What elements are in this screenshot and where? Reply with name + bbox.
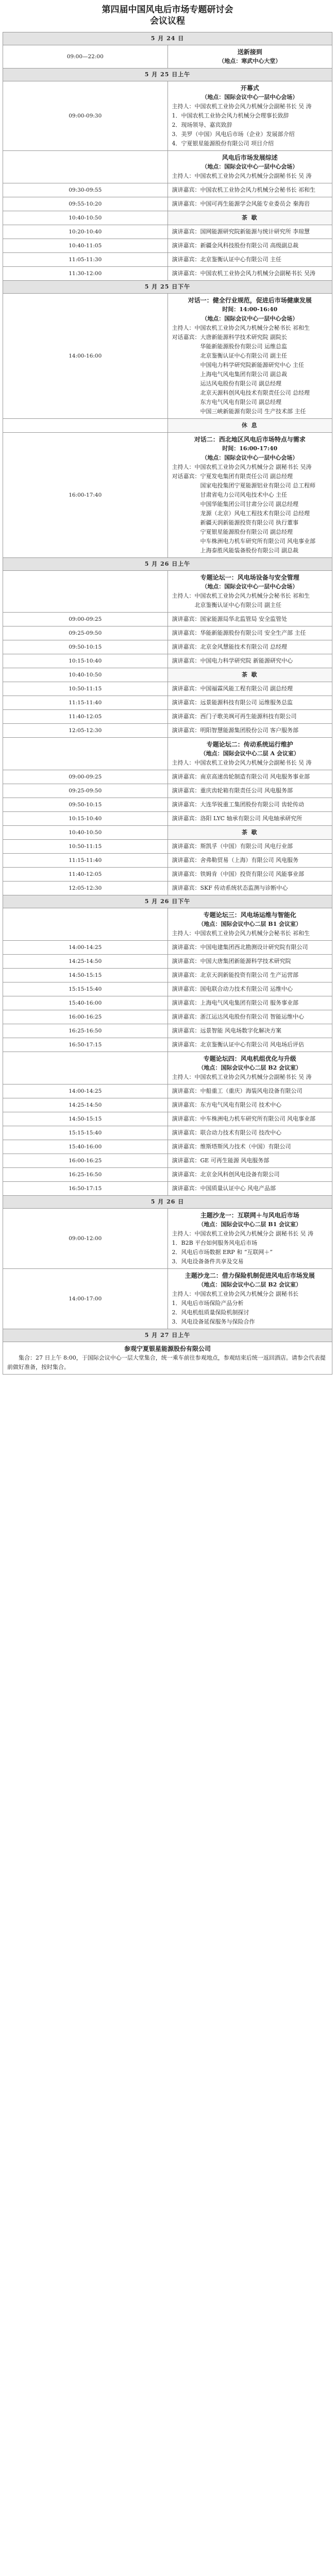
day-header: 5 月 26 日上午 <box>3 558 332 571</box>
forum-host: 主持人：中国农机工业协会风力机械分会秘书长 祁和生 <box>172 930 310 937</box>
break-row <box>3 668 332 682</box>
forum-host: 主持人：中国农机工业协会风力机械分会副秘书长 吴 涛 <box>172 173 312 179</box>
session-location: （地点：国际会议中心一层中心会场） <box>202 315 298 322</box>
content-cell <box>167 908 332 941</box>
agenda-row <box>3 626 332 640</box>
time-cell: 16:50-17:15 <box>3 1038 168 1052</box>
content-cell <box>167 1269 332 1329</box>
time-cell: 14:00-16:00 <box>3 294 168 419</box>
agenda-row <box>3 1038 332 1052</box>
time-cell: 14:25-14:50 <box>3 1098 168 1112</box>
session-title: 对话一：健全行业规范，促进后市场健康发展 <box>188 297 312 304</box>
forum-title: 专题论坛一：风电场设备与安全管理 <box>200 574 299 581</box>
session-time: 时间：14:00-16:40 <box>222 306 278 313</box>
time-cell: 10:40-10:50 <box>3 211 168 225</box>
break-label: 茶 歇 <box>167 668 332 682</box>
list-item: 新疆天润新能源投资有限公司 执行董事 <box>200 519 298 526</box>
agenda-row <box>3 613 332 626</box>
list-item: 龙源（北京）风电工程技术有限公司 总经理 <box>200 510 310 517</box>
salon-host: 主持人：中国农机工业协会风力机械分会 副秘书长 <box>172 1291 298 1297</box>
list-item: 对话嘉宾：宁夏发电集团有限责任公司 副总经理 <box>172 473 293 480</box>
content-cell <box>167 1209 332 1269</box>
time-cell: 16:00-16:25 <box>3 1154 168 1168</box>
content-cell <box>167 151 332 183</box>
agenda-row <box>3 1342 332 1375</box>
agenda-row <box>3 996 332 1010</box>
list-item: 4．宁夏银星能源股份有限公司 项目介绍 <box>172 140 274 147</box>
agenda-row <box>3 738 332 770</box>
time-cell: 16:00-17:40 <box>3 433 168 558</box>
time-cell: 10:40-10:50 <box>3 826 168 840</box>
time-cell: 12:05-12:30 <box>3 724 168 738</box>
list-item: 中车株洲电力机车研究所有限公司 风电事业部 <box>200 538 315 545</box>
session-title: 送新接到 <box>237 48 262 56</box>
session-title: 对话二：西北地区风电后市场特点与需求 <box>194 436 306 443</box>
speaker-line: 演讲嘉宾：远景智能 风电场数字化解决方案 <box>167 1024 332 1038</box>
list-item: 国家电投集团宁夏能源铝业有限公司 总工程师 <box>200 482 315 489</box>
speaker-line: 演讲嘉宾：国电联合动力技术有限公司 运维中心 <box>167 982 332 996</box>
list-item: 中国三峡新能源有限公司 生产技术部 主任 <box>200 408 306 415</box>
agenda-row <box>3 812 332 826</box>
list-item: 宁夏银星能源股份有限公司 副总经理 <box>200 529 293 535</box>
content-cell <box>167 81 332 151</box>
break-row <box>3 419 332 433</box>
time-cell: 14:00-14:25 <box>3 941 168 955</box>
agenda-row <box>3 854 332 868</box>
time-cell: 09:30-09:55 <box>3 183 168 197</box>
speaker-line: 演讲嘉宾：斯凯孚（中国）有限公司 风电行业部 <box>167 840 332 854</box>
break-row <box>3 826 332 840</box>
salon-title: 主题沙龙一：互联网＋与风电后市场 <box>200 1212 299 1219</box>
speaker-line: 演讲嘉宾：中国电建集团西北勘测设计研究院有限公司 <box>167 941 332 955</box>
agenda-row <box>3 294 332 419</box>
time-cell: 16:00-16:25 <box>3 1010 168 1024</box>
time-cell: 09:00-09:30 <box>3 81 168 151</box>
time-cell: 11:40-12:05 <box>3 868 168 882</box>
speaker-line: 演讲嘉宾：西门子歌美飒可再生能源科技有限公司 <box>167 710 332 724</box>
time-cell <box>3 571 168 613</box>
agenda-row <box>3 882 332 895</box>
list-item: 上海泰胜风能装备股份有限公司 副总裁 <box>200 547 298 554</box>
list-item: 北京天源科创风电技术有限责任公司 总经理 <box>200 389 310 396</box>
speaker-line: 演讲嘉宾：北京金风科创风电设备有限公司 <box>167 1168 332 1182</box>
agenda-row <box>3 197 332 211</box>
break-row <box>3 211 332 225</box>
time-cell <box>3 908 168 941</box>
day-header: 5 月 24 日 <box>3 32 332 45</box>
speaker-line: 演讲嘉宾：中国质量认证中心 风电产品部 <box>167 1182 332 1196</box>
forum-location: （地点：国际会议中心二层 B1 会议室） <box>198 921 302 927</box>
day-header: 5 月 26 日下午 <box>3 895 332 908</box>
speaker-line: 演讲嘉宾：中国可再生能源学会风能专业委员会 秦海岩 <box>167 197 332 211</box>
agenda-row <box>3 1010 332 1024</box>
list-item: 2．风电机组质量保险机制探讨 <box>172 1309 249 1316</box>
visit-title: 参观宁夏银星能源股份有限公司 <box>124 1345 211 1352</box>
agenda-row <box>3 770 332 784</box>
time-cell: 10:15-10:40 <box>3 654 168 668</box>
forum-title: 专题论坛三：风电场运维与智能化 <box>203 911 296 919</box>
time-cell: 14:00-17:00 <box>3 1269 168 1329</box>
speaker-line: 演讲嘉宾：中国电力科学研究院 新能源研究中心 <box>167 654 332 668</box>
agenda-table <box>3 32 332 1375</box>
speaker-line: 演讲嘉宾：中车株洲电力机车研究所有限公司 风电事业部 <box>167 1112 332 1126</box>
speaker-line: 演讲嘉宾：上海电气风电集团有限公司 服务事业部 <box>167 996 332 1010</box>
time-cell: 10:50-11:15 <box>3 682 168 696</box>
speaker-line: 演讲嘉宾：联合动力技术有限公司 技改中心 <box>167 1126 332 1140</box>
time-cell: 10:40-11:05 <box>3 239 168 253</box>
time-cell: 09:00-09:25 <box>3 613 168 626</box>
content-cell <box>167 1052 332 1084</box>
speaker-line: 演讲嘉宾：GE 可再生能源 风电服务部 <box>167 1154 332 1168</box>
time-cell: 16:50-17:15 <box>3 1182 168 1196</box>
agenda-row <box>3 1168 332 1182</box>
day-header: 5 月 25 日下午 <box>3 281 332 294</box>
agenda-row <box>3 640 332 654</box>
forum-host: 主持人：中国农机工业协会风力机械分会副秘书长 吴 涛 <box>172 759 312 766</box>
agenda-row <box>3 955 332 969</box>
speaker-line: 演讲嘉宾：中国农机工业协会风力机械分会副秘书长 吴涛 <box>167 267 332 281</box>
list-item: 2．风电后市场数据 ERP 和 “互联网＋” <box>172 1249 273 1256</box>
speaker-line: 演讲嘉宾：中国福霖风能工程有限公司 副总经理 <box>167 682 332 696</box>
time-cell: 11:15-11:40 <box>3 696 168 710</box>
time-cell: 09:25-09:50 <box>3 784 168 798</box>
speaker-line: 演讲嘉宾：中船重工（重庆）海装风电设备有限公司 <box>167 1084 332 1098</box>
time-cell: 10:40-10:50 <box>3 668 168 682</box>
list-item: 2．现场领导、嘉宾致辞 <box>172 122 232 128</box>
list-item: 东方电气风电有限公司 副总经理 <box>200 399 281 405</box>
agenda-row <box>3 682 332 696</box>
session-host: 主持人：中国农机工业协会风力机械分会 副秘书长 吴涛 <box>172 464 312 470</box>
agenda-row <box>3 81 332 151</box>
time-cell: 09:50-10:15 <box>3 640 168 654</box>
agenda-row <box>3 784 332 798</box>
salon-title: 主题沙龙二：借力保险机制促进风电后市场发展 <box>185 1272 315 1279</box>
page-subtitle: 会议议程 <box>150 16 185 26</box>
agenda-row <box>3 724 332 738</box>
agenda-row <box>3 267 332 281</box>
time-cell: 11:05-11:30 <box>3 253 168 267</box>
agenda-row <box>3 151 332 183</box>
speaker-line: 演讲嘉宾：北京金风慧能技术有限公司 总经理 <box>167 640 332 654</box>
list-item: 中国华能集团公司甘肃分公司 副总经理 <box>200 501 298 507</box>
time-cell: 09:55-10:20 <box>3 197 168 211</box>
time-cell: 10:20-10:40 <box>3 225 168 239</box>
forum-location: （地点：国际会议中心二层 B2 会议室） <box>198 1064 302 1071</box>
speaker-line: 演讲嘉宾：中国大唐集团新能源科学技术研究院 <box>167 955 332 969</box>
agenda-row <box>3 45 332 69</box>
speaker-line: 演讲嘉宾：铁姆肯（中国）投资有限公司 风能事业部 <box>167 868 332 882</box>
agenda-row <box>3 969 332 982</box>
agenda-row <box>3 710 332 724</box>
forum-title: 风电后市场发展综述 <box>222 154 278 161</box>
agenda-row <box>3 868 332 882</box>
agenda-row <box>3 982 332 996</box>
time-cell: 15:40-16:00 <box>3 996 168 1010</box>
session-time: 时间：16:00-17:40 <box>222 445 278 452</box>
day-header: 5 月 26 日 <box>3 1196 332 1209</box>
time-cell: 09:00-12:00 <box>3 1209 168 1269</box>
list-item: 甘肃省电力公司风电技术中心 主任 <box>200 492 287 498</box>
agenda-row <box>3 654 332 668</box>
content-cell <box>167 738 332 770</box>
speaker-line: 演讲嘉宾：北京鉴衡认证中心有限公司 风电场后评估 <box>167 1038 332 1052</box>
agenda-row <box>3 1098 332 1112</box>
time-cell: 09:50-10:15 <box>3 798 168 812</box>
list-item: 运达风电股份有限公司 副总经理 <box>200 380 281 387</box>
session-title: 开幕式 <box>240 84 259 92</box>
break-label: 休 息 <box>167 419 332 433</box>
time-cell: 09:00—22:00 <box>3 45 168 69</box>
agenda-row <box>3 1154 332 1168</box>
speaker-line: 演讲嘉宾：洛阳 LYC 轴承有限公司 风电轴承研究所 <box>167 812 332 826</box>
agenda-row <box>3 1269 332 1329</box>
agenda-row <box>3 1112 332 1126</box>
speaker-line: 演讲嘉宾：浙江运达风电股份有限公司 智能运维中心 <box>167 1010 332 1024</box>
content-cell <box>167 45 332 69</box>
forum-title: 专题论坛四：风电机组优化与升级 <box>203 1055 296 1062</box>
agenda-row <box>3 798 332 812</box>
agenda-row <box>3 239 332 253</box>
content-cell <box>3 1342 332 1375</box>
agenda-row <box>3 1084 332 1098</box>
session-location: （地点：国际会议中心一层中心会场） <box>202 94 298 100</box>
time-cell: 15:15-15:40 <box>3 982 168 996</box>
session-location: （地点：寒武中心大堂） <box>219 58 281 64</box>
time-cell: 15:15-15:40 <box>3 1126 168 1140</box>
time-cell: 11:40-12:05 <box>3 710 168 724</box>
time-cell <box>3 1052 168 1084</box>
list-item: 3．风电设备备件共享及交易 <box>172 1258 244 1265</box>
speaker-line: 演讲嘉宾：大连华锐重工集团股份有限公司 齿轮传动 <box>167 798 332 812</box>
time-cell: 14:50-15:15 <box>3 1112 168 1126</box>
speaker-line: 演讲嘉宾：明阳智慧能源集团股份公司 客户服务部 <box>167 724 332 738</box>
speaker-line: 演讲嘉宾：新疆金风科技股份有限公司 高级副总裁 <box>167 239 332 253</box>
speaker-line: 演讲嘉宾：华能新能源股份有限公司 安全生产部 主任 <box>167 626 332 640</box>
time-cell <box>3 419 168 433</box>
agenda-row <box>3 1024 332 1038</box>
time-cell <box>3 738 168 770</box>
visit-note: 集合：27 日上午 8:00，于国际会议中心一层大堂集合，统一乘车前往参观地点，参观结束后统一返回酒店。请参会代表提前做好准备，按时集合。 <box>7 1354 326 1370</box>
content-cell <box>167 294 332 419</box>
forum-location: （地点：国际会议中心一层中心会场） <box>202 583 298 590</box>
salon-location: （地点：国际会议中心二层 B1 会议室） <box>198 1221 302 1228</box>
list-item: 3．美罗（中国）风电后市场（企业）发展部介绍 <box>172 131 295 138</box>
speaker-line: 演讲嘉宾：南京高速齿轮制造有限公司 风电服务事业部 <box>167 770 332 784</box>
agenda-row <box>3 433 332 558</box>
agenda-row <box>3 183 332 197</box>
time-cell: 10:15-10:40 <box>3 812 168 826</box>
list-item: 对话嘉宾：大唐新能源科学技术研究院 副院长 <box>172 334 287 341</box>
time-cell: 15:40-16:00 <box>3 1140 168 1154</box>
list-item: 1．风电后市场保险产品分析 <box>172 1300 244 1307</box>
agenda-row <box>3 253 332 267</box>
agenda-row <box>3 696 332 710</box>
agenda-row <box>3 840 332 854</box>
speaker-line: 演讲嘉宾：中国农机工业协会风力机械分会秘书长 祁和生 <box>167 183 332 197</box>
time-cell: 16:25-16:50 <box>3 1024 168 1038</box>
day-header: 5 月 27 日上午 <box>3 1329 332 1342</box>
session-host: 主持人：中国农机工业协会风力机械分会秘书长 祁和生 <box>172 325 310 331</box>
agenda-row <box>3 941 332 955</box>
salon-location: （地点：国际会议中心二层 B2 会议室） <box>198 1281 302 1288</box>
forum-host: 北京鉴衡认证中心有限公司 副主任 <box>194 602 281 608</box>
speaker-line: 演讲嘉宾：SKF 传动系统状态监测与诊断中心 <box>167 882 332 895</box>
speaker-line: 演讲嘉宾：国家能源局华北监管局 安全监管处 <box>167 613 332 626</box>
content-cell <box>167 433 332 558</box>
time-cell <box>3 151 168 183</box>
forum-host: 主持人：中国农机工业协会风力机械分会秘书长 祁和生 <box>172 592 310 599</box>
agenda-row <box>3 908 332 941</box>
speaker-line: 演讲嘉宾：远景能源科技有限公司 运维服务总监 <box>167 696 332 710</box>
time-cell: 11:30-12:00 <box>3 267 168 281</box>
forum-title: 专题论坛二：传动系统运行维护 <box>206 741 293 748</box>
forum-host: 主持人：中国农机工业协会风力机械分会副秘书长 吴 涛 <box>172 1074 312 1080</box>
list-item: 1．B2B 平台如何服务风电后市场 <box>172 1240 258 1246</box>
speaker-line: 演讲嘉宾：东方电气风电有限公司 技术中心 <box>167 1098 332 1112</box>
list-item: 上海电气风电集团有限公司 副总裁 <box>200 371 287 378</box>
forum-location: （地点：国际会议中心一层中心会场） <box>202 163 298 170</box>
list-item: 华能新能源股份有限公司 运维总监 <box>200 343 287 350</box>
time-cell: 14:00-14:25 <box>3 1084 168 1098</box>
agenda-row <box>3 1052 332 1084</box>
day-header: 5 月 25 日上午 <box>3 69 332 81</box>
speaker-line: 演讲嘉宾：国网能源研究院新能源与统计研究所 李琼慧 <box>167 225 332 239</box>
content-cell <box>167 571 332 613</box>
speaker-line: 演讲嘉宾：维斯塔斯风力技术（中国）有限公司 <box>167 1140 332 1154</box>
list-item: 中国电力科学研究院新能源研究中心 主任 <box>200 362 304 368</box>
page-title: 第四届中国风电后市场专题研讨会 <box>102 5 233 15</box>
time-cell: 10:50-11:15 <box>3 840 168 854</box>
agenda-row <box>3 225 332 239</box>
agenda-row <box>3 571 332 613</box>
agenda-row <box>3 1126 332 1140</box>
speaker-line: 演讲嘉宾：舍弗勒贸易（上海）有限公司 风电服务 <box>167 854 332 868</box>
forum-location: （地点：国际会议中心二层 A 会议室） <box>200 750 299 757</box>
agenda-row <box>3 1182 332 1196</box>
time-cell: 12:05-12:30 <box>3 882 168 895</box>
time-cell: 14:50-15:15 <box>3 969 168 982</box>
time-cell: 09:25-09:50 <box>3 626 168 640</box>
time-cell: 11:15-11:40 <box>3 854 168 868</box>
time-cell: 14:25-14:50 <box>3 955 168 969</box>
agenda-row <box>3 1209 332 1269</box>
salon-host: 主持人：中国农机工业协会风力机械分会 副秘书长 吴 涛 <box>172 1230 313 1237</box>
speaker-line: 演讲嘉宾：北京鉴衡认证中心有限公司 主任 <box>167 253 332 267</box>
speaker-line: 演讲嘉宾：北京天润新能投资有限公司 生产运营部 <box>167 969 332 982</box>
time-cell: 09:00-09:25 <box>3 770 168 784</box>
list-item: 北京鉴衡认证中心有限公司 副主任 <box>200 352 287 359</box>
session-host: 主持人：中国农机工业协会风力机械分会副秘书长 吴 涛 <box>172 103 312 110</box>
list-item: 3．风电设备延保服务与保险合作 <box>172 1318 255 1325</box>
session-location: （地点：国际会议中心一层中心会场） <box>202 454 298 461</box>
agenda-row <box>3 1140 332 1154</box>
break-label: 茶 歇 <box>167 826 332 840</box>
time-cell: 16:25-16:50 <box>3 1168 168 1182</box>
speaker-line: 演讲嘉宾：重庆齿轮箱有限责任公司 风电服务部 <box>167 784 332 798</box>
list-item: 1．中国农机工业协会风力机械分会理事长致辞 <box>172 112 289 119</box>
break-label: 茶 歇 <box>167 211 332 225</box>
